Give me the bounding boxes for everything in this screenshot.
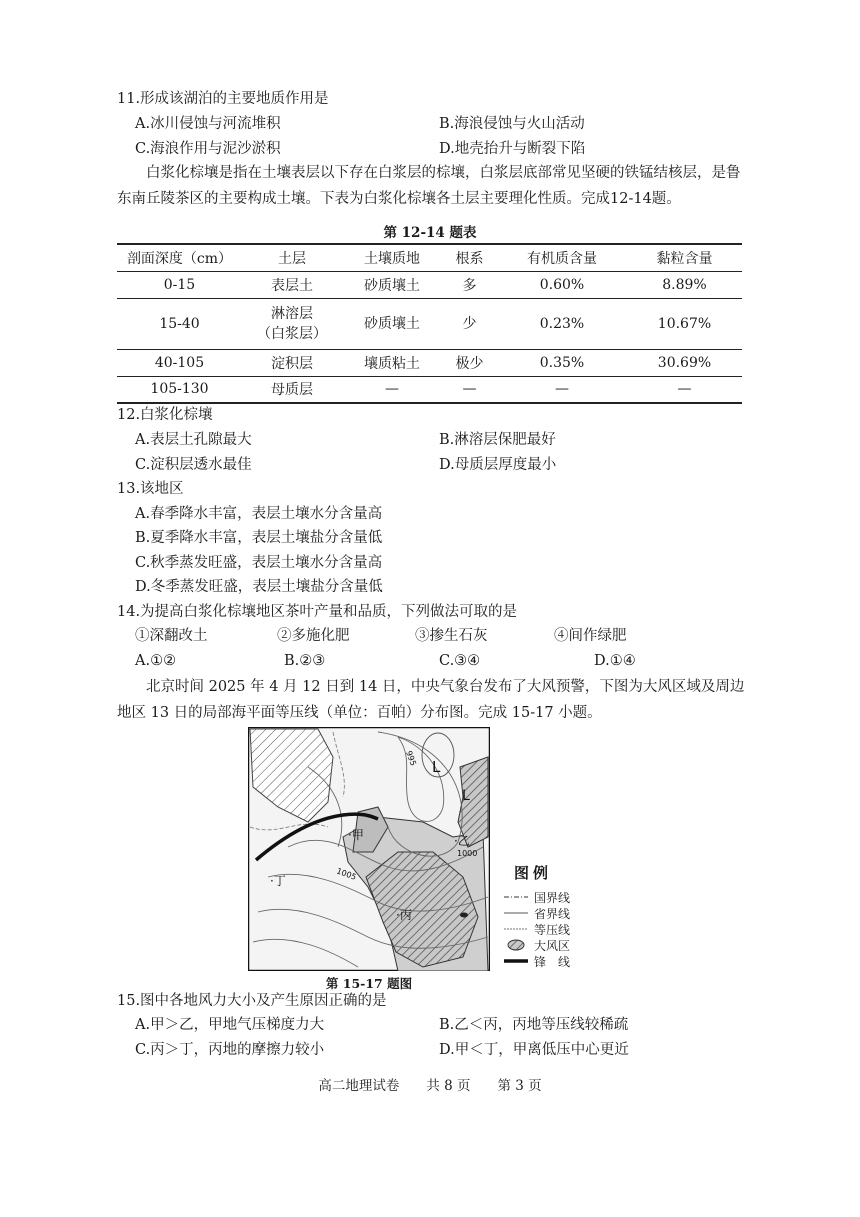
q13-option-d: D.冬季蒸发旺盛，表层土壤盐分含量低 <box>135 579 383 595</box>
legend-title: 图例 <box>514 864 553 882</box>
wind-area-symbol <box>502 938 530 952</box>
table-cell: 30.69% <box>657 354 712 371</box>
q13-option-a: A.春季降水丰富，表层土壤水分含量高 <box>135 506 383 522</box>
q12-option-b: B.淋溶层保肥最好 <box>439 432 556 448</box>
isobar-label-1000: 1000 <box>457 849 478 858</box>
table-cell: 壤质粘土 <box>364 355 420 372</box>
legend-item-front <box>502 953 570 969</box>
table-cell: 8.89% <box>662 276 707 293</box>
q14-option-a: A.①② <box>135 653 177 669</box>
legend-item-isobar <box>502 921 570 937</box>
table-caption: 第 12-14 题表 <box>383 225 477 241</box>
table-cell: 40-105 <box>154 354 205 371</box>
q15-option-a: A.甲＞乙，甲地气压梯度力大 <box>135 1017 325 1033</box>
q11-option-c: C.海浪作用与泥沙淤积 <box>135 141 281 157</box>
island <box>460 913 468 918</box>
low-pressure-label: L <box>432 758 441 776</box>
table-cell: 0.35% <box>539 354 585 371</box>
table-header: 剖面深度（cm） <box>126 250 233 267</box>
table-header: 土层 <box>278 250 306 267</box>
front-symbol <box>502 954 530 968</box>
table-cell: 0-15 <box>163 276 196 293</box>
legend-label: 省界线 <box>534 906 571 921</box>
q13-stem: 13.该地区 <box>117 481 184 497</box>
q14-item-3: ③掺生石灰 <box>415 628 488 644</box>
isobar-map <box>248 727 490 971</box>
table-cell: 105-130 <box>150 381 209 398</box>
table-cell: 15-40 <box>159 315 200 332</box>
table-cell: 0.60% <box>539 276 585 293</box>
q15-option-d: D.甲＜丁，甲离低压中心更近 <box>439 1042 629 1058</box>
province-border-symbol <box>502 906 530 920</box>
map-caption: 第 15-17 题图 <box>325 976 413 991</box>
q13-option-b: B.夏季降水丰富，表层土壤盐分含量低 <box>135 530 383 546</box>
table-header: 黏粒含量 <box>656 250 713 267</box>
q15-option-c: C.丙＞丁，丙地的摩擦力较小 <box>135 1042 325 1058</box>
table-header-row <box>117 244 742 271</box>
q15-option-b: B.乙＜丙，丙地等压线较稀疏 <box>439 1017 629 1033</box>
isobar-label-995: 995 <box>404 749 418 768</box>
table-cell: 10.67% <box>657 315 712 332</box>
table-cell: 多 <box>462 277 477 294</box>
table-cell: — <box>555 381 569 398</box>
passage-soil: 白浆化棕壤是指在土壤表层以下存在白浆层的棕壤，白浆层底部常见坚硬的铁锰结核层，是鲁东南丘陵茶区的主要构成土壤。下表为白浆化棕壤各土层主要理化性质。完成12-14题。 <box>117 165 741 207</box>
legend-item-wind-area <box>502 937 570 953</box>
table-cell: — <box>462 381 477 398</box>
isobar-label-1005: 1005 <box>335 866 358 882</box>
isobar-symbol <box>502 922 530 936</box>
q14-option-d: D.①④ <box>594 653 636 669</box>
table-row <box>117 298 742 349</box>
table-cell: 母质层 <box>271 382 313 399</box>
q14-item-2: ②多施化肥 <box>277 628 350 644</box>
table-header: 有机质含量 <box>527 250 597 267</box>
table-row <box>117 271 742 298</box>
q11-stem: 11.形成该湖泊的主要地质作用是 <box>117 91 329 107</box>
q14-stem: 14.为提高白浆化棕壤地区茶叶产量和品质，下列做法可取的是 <box>117 604 518 620</box>
table-cell: 极少 <box>455 355 484 372</box>
q14-option-b: B.②③ <box>284 653 326 669</box>
table-row <box>117 376 742 403</box>
legend-item-province-border <box>502 905 570 921</box>
table-row <box>117 349 742 376</box>
national-border-symbol <box>502 890 530 904</box>
place-ding: ·丁 <box>270 874 286 888</box>
table-cell: 表层土 <box>271 277 313 294</box>
table-cell: 淋溶层 （白浆层） <box>257 305 327 342</box>
q14-option-c: C.③④ <box>439 653 481 669</box>
map-legend <box>502 862 570 969</box>
place-bing: ·丙 <box>396 908 412 922</box>
table-cell: 砂质壤土 <box>364 315 420 332</box>
table-header: 根系 <box>455 250 484 267</box>
table-cell: 砂质壤土 <box>364 277 420 294</box>
q11-option-a: A.冰川侵蚀与河流堆积 <box>135 116 281 132</box>
place-yi: ·乙 <box>454 834 470 848</box>
passage-wind: 北京时间 2025 年 4 月 12 日到 14 日，中央气象台发布了大风预警，下图为大风区域及周边地区 13 日的局部海平面等压线（单位：百帕）分布图。完成 15-17 小题。 <box>117 679 745 721</box>
table-header: 土壤质地 <box>364 250 420 267</box>
q12-option-d: D.母质层厚度最小 <box>439 457 557 473</box>
q12-option-a: A.表层土孔隙最大 <box>135 432 252 448</box>
q12-option-c: C.淀积层透水最佳 <box>135 457 252 473</box>
q12-stem: 12.白浆化棕壤 <box>117 407 213 423</box>
legend-label: 锋 线 <box>534 954 571 969</box>
legend-item-national-border <box>502 889 570 905</box>
q14-item-4: ④间作绿肥 <box>554 628 627 644</box>
table-cell: — <box>677 381 692 398</box>
low-pressure-label: L <box>462 788 470 804</box>
q15-stem: 15.图中各地风力大小及产生原因正确的是 <box>117 993 387 1009</box>
table-cell: 少 <box>462 315 477 332</box>
place-jia: ·甲 <box>348 828 364 842</box>
table-cell: 淀积层 <box>271 355 313 372</box>
q11-option-b: B.海浪侵蚀与火山活动 <box>439 116 585 132</box>
soil-properties-table <box>117 243 742 404</box>
legend-label: 大风区 <box>534 938 571 953</box>
q11-option-d: D.地壳抬升与断裂下陷 <box>439 141 586 157</box>
legend-label: 国界线 <box>534 890 571 905</box>
legend-label: 等压线 <box>534 922 571 937</box>
q14-item-1: ①深翻改土 <box>135 628 208 644</box>
q13-option-c: C.秋季蒸发旺盛，表层土壤水分含量高 <box>135 555 383 571</box>
table-cell: — <box>385 381 399 398</box>
table-cell: 0.23% <box>539 315 585 332</box>
page-footer: 高二地理试卷 共 8 页 第 3 页 <box>318 1078 542 1094</box>
